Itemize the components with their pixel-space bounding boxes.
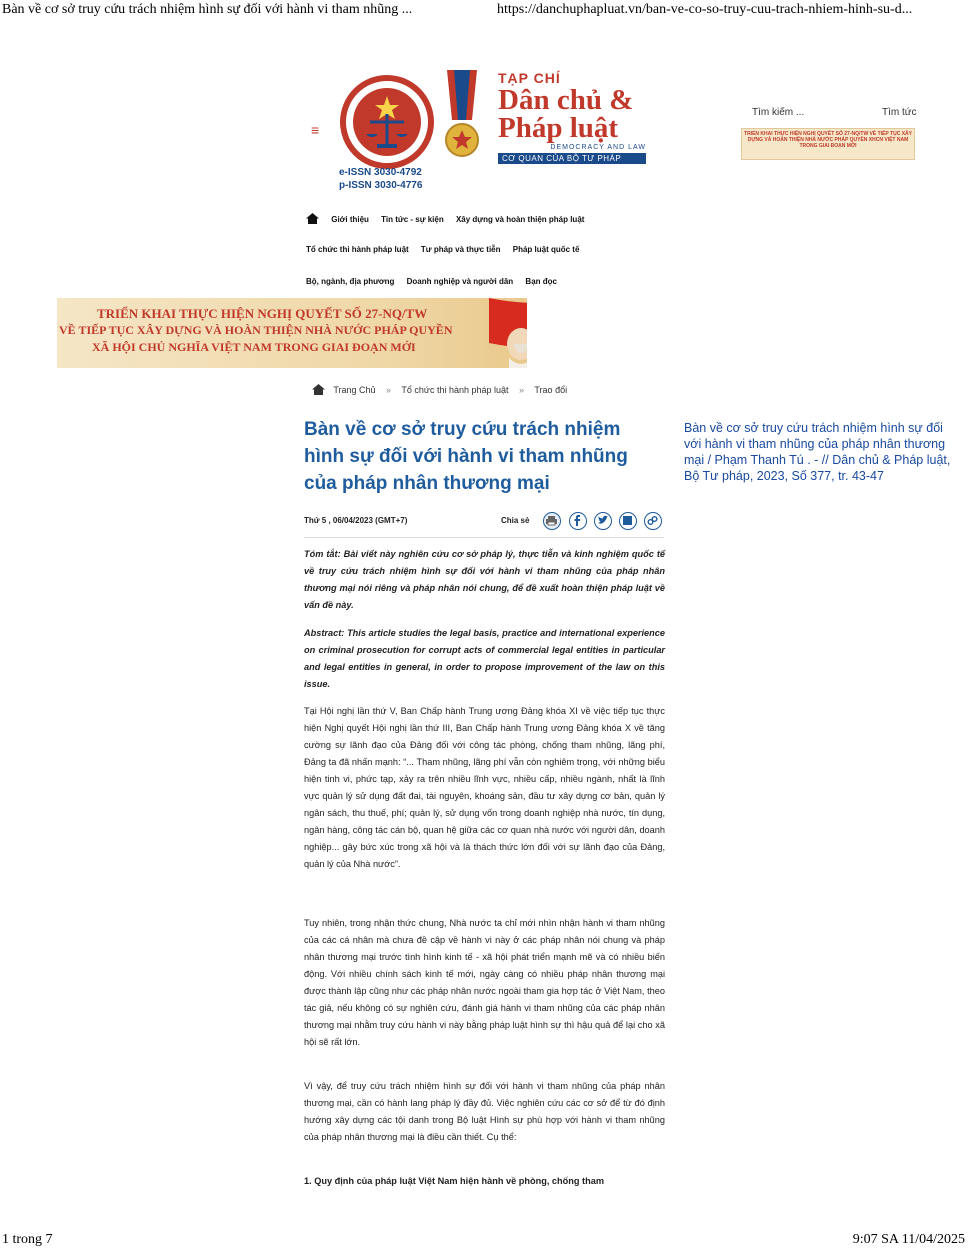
journal-seal-logo[interactable] [334,74,440,180]
masthead-name-line2: Pháp luật [498,112,619,144]
print-page-title: Bàn về cơ sở truy cứu trách nhiệm hình sự đối với hành vi tham nhũng ... [2,2,413,17]
hamburger-menu-icon[interactable]: ≡ [311,122,320,138]
article-date: Thứ 5 , 06/04/2023 (GMT+7) [304,516,408,525]
article-divider [304,537,664,538]
article-paragraph-3: Vì vậy, để truy cứu trách nhiệm hình sự đối với hành vi tham nhũng của pháp nhân thương mại, cần có hành lang pháp lý đầy đủ. Việc nghiên cứu các cơ sở để từ đó định hướng xây dựng các tội danh trong Bộ luật Hình sự phù hợp với hành vi tham nhũng của pháp nhân thương mại là điều cần thiết. Cụ thể: [304,1081,665,1142]
nav-item-gioi-thieu[interactable]: Giới thiệu [331,215,369,224]
resolution-27-banner[interactable] [57,298,527,368]
nav-item-tu-phap[interactable]: Tư pháp và thực tiễn [420,245,501,254]
abstract-text: This article studies the legal basis, practice and international experience on criminal prosecution for corrupt acts of commercial legal entities in particular and legal entities in general, in order to propose improvement of the law on this issue. [304,628,665,689]
share-label: Chia sẻ [501,516,530,525]
nav-item-ban-doc[interactable]: Bạn đọc [525,277,557,286]
mini-resolution-banner[interactable] [741,128,915,160]
article-section-heading: 1. Quy định của pháp luật Việt Nam hiện hành về phòng, chống tham [304,1176,604,1186]
nav-item-bo-nganh[interactable]: Bộ, ngành, địa phương [306,277,395,286]
article-summary [304,546,665,614]
breadcrumb-home-icon[interactable] [312,384,325,395]
twitter-icon[interactable] [594,512,612,530]
banner-line-2: VỀ TIẾP TỤC XÂY DỰNG VÀ HOÀN THIỆN NHÀ NƯỚC PHÁP QUYỀN [59,323,453,337]
article-paragraph-2: Tuy nhiên, trong nhận thức chung, Nhà nước ta chỉ mới nhìn nhận hành vi tham nhũng của các cá nhân mà chưa đề cập về hành vi này ở các pháp nhân nói chung và pháp nhân thương mại trước tình hình kinh tế - xã hội phát triển mạnh mẽ và có nhiều biến động. Với nhiều chính sách kinh tế mới, ngày càng có nhiều pháp nhân thương mại được thành lập cũng như các pháp nhân nước ngoài tham gia hợp tác ở Việt Nam, theo tác giả, nếu không có sự nghiên cứu, đánh giá hành vi tham nhũng của các pháp nhân thương mại nhằm truy cứu hành vi này bằng pháp luật hình sự thì hậu quả để lại cho xã hội sẽ rất lớn. [304,918,665,1047]
masthead-co-quan: CƠ QUAN CỦA BỘ TƯ PHÁP [498,153,646,164]
breadcrumb-section[interactable]: Tổ chức thi hành pháp luật [401,385,509,395]
breadcrumb-home[interactable]: Trang Chủ [333,385,376,395]
abstract-label: Abstract: [304,628,345,638]
search-button[interactable]: Tìm tức [882,107,917,118]
masthead-democracy-and-law: DEMOCRACY AND LAW [550,144,646,151]
p-issn: p-ISSN 3030-4776 [339,180,423,191]
flag-portrait-image [489,298,527,368]
copy-link-icon[interactable] [644,512,662,530]
breadcrumb [312,384,567,395]
print-footer [0,1232,969,1250]
nav-item-to-chuc[interactable]: Tổ chức thi hành pháp luật [306,245,409,254]
article-title: Bàn về cơ sở truy cứu trách nhiệm hình sự đối với hành vi tham nhũng của pháp nhân thương mại [304,419,628,494]
breadcrumb-subsection[interactable]: Trao đổi [534,385,568,395]
nav-item-xay-dung[interactable]: Xây dựng và hoàn thiện pháp luật [455,215,585,224]
breadcrumb-separator: » [386,385,392,395]
nav-item-doanh-nghiep[interactable]: Doanh nghiệp và người dân [406,277,514,286]
e-issn: e-ISSN 3030-4792 [339,167,422,178]
masthead-logo[interactable] [442,70,652,170]
summary-label: Tóm tắt: [304,549,341,559]
facebook-icon[interactable] [569,512,587,530]
article-paragraph-1: Tại Hội nghị lần thứ V, Ban Chấp hành Trung ương Đảng khóa XI về việc tiếp tục thực hiện Nghị quyết Hội nghị lần thứ III, Ban Chấp hành Trung ương Đảng khóa X về tăng cường sự lãnh đạo của Đảng đối với công tác phòng, chống tham nhũng, lãng phí, Đảng ta đã nhấn mạnh: “... Tham nhũng, lãng phí vẫn còn nghiêm trọng, với những biểu hiện tinh vi, phức tạp, xảy ra trên nhiều lĩnh vực, nhiều cấp, nhiều ngành, nhất là lĩnh vực quản lý sử dụng đất đai, tài nguyên, khoáng sản, đầu tư xây dựng cơ bản, quản lý ngân sách, thu thuế, phí; quản lý, sử dụng vốn trong doanh nghiệp nhà nước, tín dụng, ngân hàng, công tác cán bộ, quan hệ giữa các cơ quan nhà nước với người dân, doanh nghiệp... gây bức xúc trong xã hội và là thách thức lớn đối với sự lãnh đạo của Đảng, quản lý của Nhà nước”. [304,706,665,869]
banner-line-1: TRIỂN KHAI THỰC HIỆN NGHỊ QUYẾT SỐ 27-NQ/TW [97,306,428,321]
mini-banner-text: TRIỂN KHAI THỰC HIỆN NGHỊ QUYẾT SỐ 27-NQ/TW VỀ TIẾP TỤC XÂY DỰNG VÀ HOÀN THIỆN NHÀ NƯỚC PHÁP QUYỀN XHCN VIỆT NAM TRONG GIAI ĐOẠN MỚI [744,131,912,149]
nav-item-quoc-te[interactable]: Pháp luật quốc tế [512,245,580,254]
home-icon[interactable] [306,213,319,224]
search-input[interactable]: Tìm kiếm ... [752,107,805,118]
main-nav-row-3 [306,277,567,286]
print-page-number: 1 trong 7 [2,1232,53,1247]
print-datetime: 9:07 SA 11/04/2025 [852,1232,965,1247]
banner-line-3: XÃ HỘI CHỦ NGHĨA VIỆT NAM TRONG GIAI ĐOẠN MỚI [92,340,416,354]
breadcrumb-separator: » [519,385,525,395]
main-nav-row-1 [306,213,594,224]
masthead-name-line1: Dân chủ & [498,84,634,116]
issn-block [339,166,422,192]
citation-note: Bàn về cơ sở truy cứu trách nhiệm hình sự đối với hành vi tham nhũng của pháp nhân thương mại / Phạm Thanh Tú . - // Dân chủ & Pháp luật, Bộ Tư pháp, 2023, Số 377, tr. 43-47 [684,421,951,483]
email-icon[interactable] [619,512,637,530]
main-nav-row-2 [306,245,589,254]
print-icon[interactable] [543,512,561,530]
masthead-tap-chi: TẠP CHÍ [498,70,561,86]
medal-icon [442,70,482,170]
nav-item-tin-tuc[interactable]: Tin tức - sự kiện [381,215,444,224]
print-header [0,2,969,22]
print-page-url: https://danchuphapluat.vn/ban-ve-co-so-truy-cuu-trach-nhiem-hinh-su-d... [497,2,913,17]
summary-text: Bài viết này nghiên cứu cơ sở pháp lý, thực tiễn và kinh nghiệm quốc tế về truy cứu trách nhiệm hình sự đối với hành vi tham nhũng của pháp nhân thương mại nói riêng và pháp nhân nói chung, để đề xuất hoàn thiện pháp luật về vấn đề này. [304,549,665,610]
article-abstract [304,625,665,693]
